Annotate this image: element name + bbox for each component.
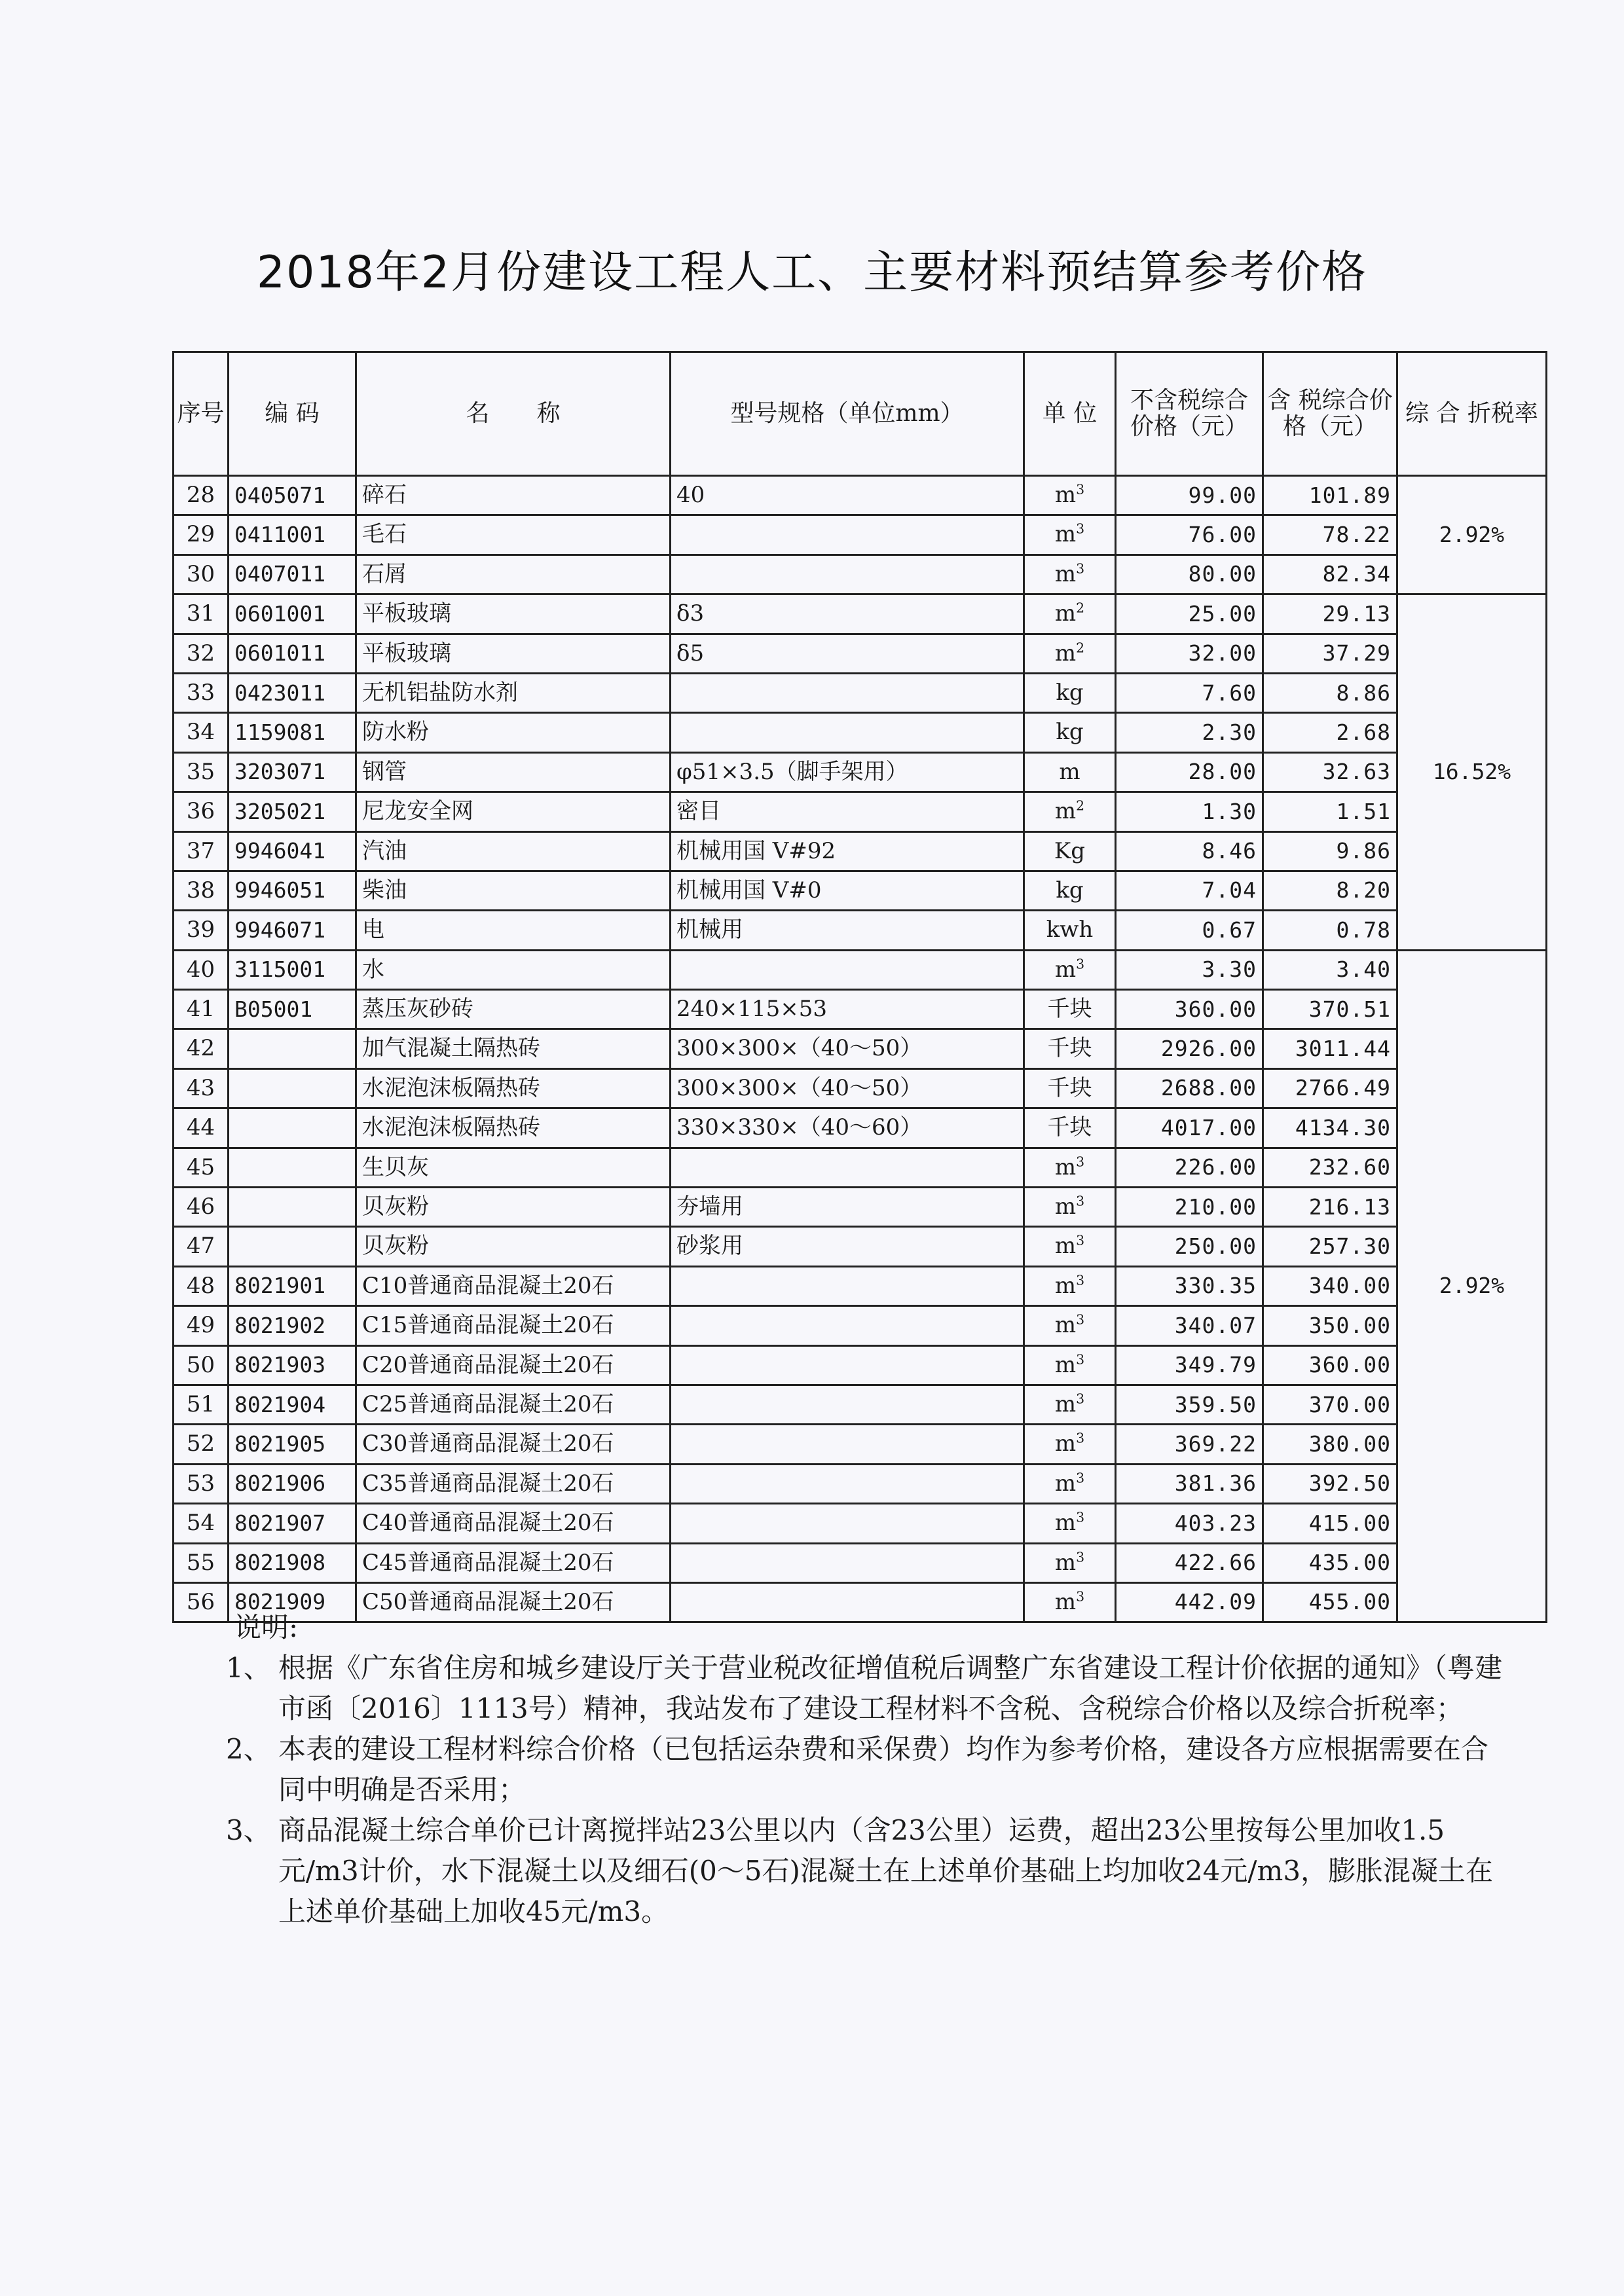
row-no: 54: [174, 1504, 229, 1543]
row-name: C20普通商品混凝土20石: [356, 1345, 671, 1385]
header-rate: 综 合 折税率: [1397, 352, 1547, 476]
row-no: 46: [174, 1188, 229, 1227]
row-name: C50普通商品混凝土20石: [356, 1582, 671, 1622]
unit-exponent: 3: [1076, 481, 1085, 498]
table-row: [174, 1266, 1547, 1305]
row-code: [229, 1188, 356, 1227]
row-name: 平板玻璃: [356, 634, 671, 673]
unit-exponent: 3: [1076, 1430, 1085, 1447]
table-row: [174, 673, 1547, 712]
row-price-inc-tax: 8.86: [1263, 673, 1397, 712]
row-code: 3115001: [229, 950, 356, 989]
row-code: 8021903: [229, 1345, 356, 1385]
row-code: 0405071: [229, 476, 356, 515]
row-price-ex-tax: 25.00: [1116, 594, 1263, 634]
table-row: [174, 713, 1547, 752]
note-item: [226, 1810, 1509, 1932]
row-no: 52: [174, 1425, 229, 1464]
row-name: 水泥泡沫板隔热砖: [356, 1068, 671, 1108]
unit-exponent: 3: [1076, 1588, 1085, 1605]
note-number: 3、: [226, 1814, 271, 1846]
row-price-ex-tax: 0.67: [1116, 911, 1263, 950]
row-price-inc-tax: 9.86: [1263, 831, 1397, 871]
table-row: [174, 950, 1547, 989]
row-spec: [671, 713, 1024, 752]
row-unit: $m^3$: [1024, 1425, 1116, 1464]
note-item: [226, 1729, 1509, 1810]
notes-heading: 说明:: [234, 1611, 299, 1643]
row-name: C15普通商品混凝土20石: [356, 1306, 671, 1345]
row-name: 平板玻璃: [356, 594, 671, 634]
row-unit: kwh: [1024, 911, 1116, 950]
row-code: 0407011: [229, 555, 356, 594]
row-price-inc-tax: 415.00: [1263, 1504, 1397, 1543]
table-row: [174, 594, 1547, 634]
header-price-inc-tax: 含 税综合价格（元）: [1263, 352, 1397, 476]
row-price-inc-tax: 3.40: [1263, 950, 1397, 989]
row-price-ex-tax: 381.36: [1116, 1464, 1263, 1503]
row-price-inc-tax: 32.63: [1263, 752, 1397, 792]
row-price-ex-tax: 2926.00: [1116, 1029, 1263, 1068]
row-unit: $m^3$: [1024, 1188, 1116, 1227]
price-table: [172, 351, 1547, 1623]
row-spec: [671, 1385, 1024, 1424]
row-code: [229, 1108, 356, 1148]
row-price-ex-tax: 7.04: [1116, 871, 1263, 910]
row-name: 钢管: [356, 752, 671, 792]
row-code: 8021902: [229, 1306, 356, 1345]
table-row: [174, 871, 1547, 910]
row-price-inc-tax: 232.60: [1263, 1148, 1397, 1187]
row-name: 碎石: [356, 476, 671, 515]
row-no: 41: [174, 990, 229, 1029]
row-unit: 千块: [1024, 990, 1116, 1029]
row-price-inc-tax: 0.78: [1263, 911, 1397, 950]
row-name: C45普通商品混凝土20石: [356, 1543, 671, 1582]
row-unit: $m^3$: [1024, 1464, 1116, 1503]
row-name: 毛石: [356, 515, 671, 555]
page-title: 2018年2月份建设工程人工、主要材料预结算参考价格: [256, 247, 1368, 299]
row-spec: 机械用: [671, 911, 1024, 950]
note-number: 2、: [226, 1733, 271, 1765]
row-code: [229, 1029, 356, 1068]
header-unit: 单 位: [1024, 352, 1116, 476]
unit-exponent: 3: [1076, 1549, 1085, 1565]
row-no: 38: [174, 871, 229, 910]
row-spec: [671, 1543, 1024, 1582]
row-unit: $m^2$: [1024, 594, 1116, 634]
row-unit: $m^3$: [1024, 1504, 1116, 1543]
row-price-inc-tax: 82.34: [1263, 555, 1397, 594]
table-row: [174, 1029, 1547, 1068]
row-price-inc-tax: 370.00: [1263, 1385, 1397, 1424]
table-row: [174, 1543, 1547, 1582]
table-row: [174, 1108, 1547, 1148]
row-spec: 砂浆用: [671, 1227, 1024, 1266]
table-header-row: [174, 352, 1547, 476]
row-name: 生贝灰: [356, 1148, 671, 1187]
table-row: [174, 1227, 1547, 1266]
row-no: 51: [174, 1385, 229, 1424]
row-code: 3203071: [229, 752, 356, 792]
row-price-inc-tax: 216.13: [1263, 1188, 1397, 1227]
row-price-ex-tax: 250.00: [1116, 1227, 1263, 1266]
row-unit: 千块: [1024, 1108, 1116, 1148]
row-name: 贝灰粉: [356, 1227, 671, 1266]
row-price-ex-tax: 422.66: [1116, 1543, 1263, 1582]
table-row: [174, 476, 1547, 515]
table-row: [174, 1504, 1547, 1543]
row-spec: 夯墙用: [671, 1188, 1024, 1227]
row-unit: 千块: [1024, 1029, 1116, 1068]
row-price-inc-tax: 1.51: [1263, 792, 1397, 831]
note-text: 商品混凝土综合单价已计离搅拌站23公里以内（含23公里）运费，超出23公里按每公里加收1.5元/m3计价，水下混凝土以及细石(0～5石)混凝土在上述单价基础上均加收24元/m3，膨胀混凝土在上述单价基础上加收45元/m3。: [278, 1814, 1494, 1927]
row-name: C40普通商品混凝土20石: [356, 1504, 671, 1543]
row-name: C35普通商品混凝土20石: [356, 1464, 671, 1503]
row-name: 尼龙安全网: [356, 792, 671, 831]
row-no: 40: [174, 950, 229, 989]
row-spec: δ3: [671, 594, 1024, 634]
row-price-ex-tax: 2.30: [1116, 713, 1263, 752]
row-code: 8021908: [229, 1543, 356, 1582]
row-no: 56: [174, 1582, 229, 1622]
row-unit: kg: [1024, 673, 1116, 712]
row-spec: [671, 1148, 1024, 1187]
row-no: 49: [174, 1306, 229, 1345]
row-price-ex-tax: 226.00: [1116, 1148, 1263, 1187]
row-price-ex-tax: 369.22: [1116, 1425, 1263, 1464]
table-row: [174, 555, 1547, 594]
row-price-inc-tax: 370.51: [1263, 990, 1397, 1029]
row-name: C10普通商品混凝土20石: [356, 1266, 671, 1305]
row-price-inc-tax: 360.00: [1263, 1345, 1397, 1385]
unit-exponent: 2: [1076, 600, 1085, 616]
row-unit: $m^3$: [1024, 1345, 1116, 1385]
rate-cell: 2.92%: [1397, 950, 1547, 1622]
row-name: 汽油: [356, 831, 671, 871]
table-row: [174, 911, 1547, 950]
row-code: 9946051: [229, 871, 356, 910]
row-price-ex-tax: 3.30: [1116, 950, 1263, 989]
row-price-ex-tax: 1.30: [1116, 792, 1263, 831]
unit-exponent: 3: [1076, 1351, 1085, 1368]
row-code: 9946071: [229, 911, 356, 950]
row-code: 9946041: [229, 831, 356, 871]
note-text: 本表的建设工程材料综合价格（已包括运杂费和采保费）均作为参考价格，建设各方应根据需要在合同中明确是否采用；: [278, 1733, 1489, 1806]
row-no: 37: [174, 831, 229, 871]
row-spec: [671, 1345, 1024, 1385]
row-price-ex-tax: 403.23: [1116, 1504, 1263, 1543]
table-row: [174, 1148, 1547, 1187]
row-unit: $m^3$: [1024, 555, 1116, 594]
row-price-inc-tax: 2766.49: [1263, 1068, 1397, 1108]
row-price-ex-tax: 349.79: [1116, 1345, 1263, 1385]
row-price-ex-tax: 2688.00: [1116, 1068, 1263, 1108]
row-no: 43: [174, 1068, 229, 1108]
unit-exponent: 3: [1076, 1193, 1085, 1209]
row-code: [229, 1148, 356, 1187]
unit-exponent: 3: [1076, 1391, 1085, 1407]
row-unit: $m^2$: [1024, 634, 1116, 673]
row-price-ex-tax: 99.00: [1116, 476, 1263, 515]
row-price-ex-tax: 4017.00: [1116, 1108, 1263, 1148]
row-code: 0601001: [229, 594, 356, 634]
row-spec: 240×115×53: [671, 990, 1024, 1029]
row-name: 电: [356, 911, 671, 950]
note-item: [226, 1648, 1509, 1729]
row-code: 0601011: [229, 634, 356, 673]
row-spec: 330×330×（40～60）: [671, 1108, 1024, 1148]
table-row: [174, 1464, 1547, 1503]
row-name: 贝灰粉: [356, 1188, 671, 1227]
row-no: 31: [174, 594, 229, 634]
row-unit: m: [1024, 752, 1116, 792]
row-price-inc-tax: 3011.44: [1263, 1029, 1397, 1068]
row-no: 47: [174, 1227, 229, 1266]
row-code: 8021907: [229, 1504, 356, 1543]
table-row: [174, 1306, 1547, 1345]
header-name: 名 称: [356, 352, 671, 476]
row-no: 32: [174, 634, 229, 673]
row-code: 0411001: [229, 515, 356, 555]
row-spec: [671, 1266, 1024, 1305]
row-no: 48: [174, 1266, 229, 1305]
row-name: 无机铝盐防水剂: [356, 673, 671, 712]
row-name: 蒸压灰砂砖: [356, 990, 671, 1029]
row-price-inc-tax: 4134.30: [1263, 1108, 1397, 1148]
header-no: 序号: [174, 352, 229, 476]
row-name: 柴油: [356, 871, 671, 910]
note-text: 根据《广东省住房和城乡建设厅关于营业税改征增值税后调整广东省建设工程计价依据的通知》（粤建市函〔2016〕1113号）精神，我站发布了建设工程材料不含税、含税综合价格以及综合折税率；: [278, 1652, 1503, 1724]
row-spec: [671, 1504, 1024, 1543]
row-no: 39: [174, 911, 229, 950]
row-no: 44: [174, 1108, 229, 1148]
row-unit: $m^3$: [1024, 515, 1116, 555]
row-price-ex-tax: 76.00: [1116, 515, 1263, 555]
row-no: 30: [174, 555, 229, 594]
row-price-inc-tax: 257.30: [1263, 1227, 1397, 1266]
row-price-ex-tax: 442.09: [1116, 1582, 1263, 1622]
row-price-inc-tax: 380.00: [1263, 1425, 1397, 1464]
row-no: 28: [174, 476, 229, 515]
row-name: 水泥泡沫板隔热砖: [356, 1108, 671, 1148]
row-spec: [671, 673, 1024, 712]
row-name: 防水粉: [356, 713, 671, 752]
row-price-ex-tax: 7.60: [1116, 673, 1263, 712]
row-price-inc-tax: 78.22: [1263, 515, 1397, 555]
unit-exponent: 3: [1076, 1509, 1085, 1525]
row-spec: [671, 1306, 1024, 1345]
row-unit: kg: [1024, 713, 1116, 752]
row-price-inc-tax: 350.00: [1263, 1306, 1397, 1345]
row-spec: 机械用国 V#0: [671, 871, 1024, 910]
row-code: 8021909: [229, 1582, 356, 1622]
row-name: C30普通商品混凝土20石: [356, 1425, 671, 1464]
unit-exponent: 3: [1076, 560, 1085, 577]
notes: [226, 1607, 1509, 1932]
row-price-inc-tax: 101.89: [1263, 476, 1397, 515]
row-spec: 300×300×（40～50）: [671, 1068, 1024, 1108]
row-name: 加气混凝土隔热砖: [356, 1029, 671, 1068]
row-price-inc-tax: 340.00: [1263, 1266, 1397, 1305]
row-price-ex-tax: 360.00: [1116, 990, 1263, 1029]
row-code: 1159081: [229, 713, 356, 752]
row-unit: $m^3$: [1024, 1148, 1116, 1187]
row-no: 50: [174, 1345, 229, 1385]
unit-exponent: 3: [1076, 956, 1085, 972]
row-code: [229, 1068, 356, 1108]
row-code: 0423011: [229, 673, 356, 712]
row-price-inc-tax: 455.00: [1263, 1582, 1397, 1622]
table-body: [174, 476, 1547, 1622]
rate-cell: 16.52%: [1397, 594, 1547, 951]
row-unit: Kg: [1024, 831, 1116, 871]
row-spec: 40: [671, 476, 1024, 515]
row-name: C25普通商品混凝土20石: [356, 1385, 671, 1424]
row-price-inc-tax: 37.29: [1263, 634, 1397, 673]
row-no: 36: [174, 792, 229, 831]
row-no: 34: [174, 713, 229, 752]
table-row: [174, 792, 1547, 831]
row-no: 35: [174, 752, 229, 792]
row-code: 8021904: [229, 1385, 356, 1424]
row-spec: δ5: [671, 634, 1024, 673]
table-row: [174, 990, 1547, 1029]
row-spec: 密目: [671, 792, 1024, 831]
rate-cell: 2.92%: [1397, 476, 1547, 594]
header-spec: 型号规格（单位mm）: [671, 352, 1024, 476]
row-unit: kg: [1024, 871, 1116, 910]
row-spec: [671, 515, 1024, 555]
row-price-inc-tax: 2.68: [1263, 713, 1397, 752]
unit-exponent: 3: [1076, 1154, 1085, 1170]
row-unit: $m^3$: [1024, 1266, 1116, 1305]
row-no: 29: [174, 515, 229, 555]
row-code: 8021901: [229, 1266, 356, 1305]
row-price-inc-tax: 29.13: [1263, 594, 1397, 634]
row-unit: 千块: [1024, 1068, 1116, 1108]
header-code: 编 码: [229, 352, 356, 476]
row-price-ex-tax: 210.00: [1116, 1188, 1263, 1227]
row-price-ex-tax: 340.07: [1116, 1306, 1263, 1345]
table-row: [174, 1385, 1547, 1424]
unit-exponent: 3: [1076, 1470, 1085, 1486]
row-price-ex-tax: 28.00: [1116, 752, 1263, 792]
row-no: 33: [174, 673, 229, 712]
row-code: 3205021: [229, 792, 356, 831]
table-row: [174, 1068, 1547, 1108]
row-unit: $m^3$: [1024, 1543, 1116, 1582]
unit-exponent: 3: [1076, 1272, 1085, 1288]
row-spec: 300×300×（40～50）: [671, 1029, 1024, 1068]
row-code: B05001: [229, 990, 356, 1029]
row-price-inc-tax: 435.00: [1263, 1543, 1397, 1582]
header-price-ex-tax: 不含税综合价格（元）: [1116, 352, 1263, 476]
row-code: 8021906: [229, 1464, 356, 1503]
row-spec: φ51×3.5（脚手架用）: [671, 752, 1024, 792]
notes-list: [226, 1648, 1509, 1932]
table-row: [174, 515, 1547, 555]
row-spec: [671, 950, 1024, 989]
unit-exponent: 3: [1076, 1233, 1085, 1249]
unit-exponent: 2: [1076, 797, 1085, 814]
row-spec: [671, 555, 1024, 594]
row-no: 42: [174, 1029, 229, 1068]
table-row: [174, 1188, 1547, 1227]
unit-exponent: 2: [1076, 640, 1085, 656]
note-number: 1、: [226, 1652, 271, 1684]
table-row: [174, 634, 1547, 673]
row-price-inc-tax: 392.50: [1263, 1464, 1397, 1503]
row-unit: $m^2$: [1024, 792, 1116, 831]
row-unit: $m^3$: [1024, 1227, 1116, 1266]
row-no: 55: [174, 1543, 229, 1582]
row-price-ex-tax: 330.35: [1116, 1266, 1263, 1305]
row-unit: $m^3$: [1024, 1306, 1116, 1345]
row-price-ex-tax: 32.00: [1116, 634, 1263, 673]
row-spec: 机械用国 V#92: [671, 831, 1024, 871]
row-price-ex-tax: 80.00: [1116, 555, 1263, 594]
row-spec: [671, 1464, 1024, 1503]
row-unit: $m^3$: [1024, 1385, 1116, 1424]
row-price-ex-tax: 8.46: [1116, 831, 1263, 871]
table-row: [174, 752, 1547, 792]
row-no: 53: [174, 1464, 229, 1503]
row-name: 水: [356, 950, 671, 989]
row-unit: $m^3$: [1024, 950, 1116, 989]
table-row: [174, 1425, 1547, 1464]
table-row: [174, 831, 1547, 871]
table-row: [174, 1345, 1547, 1385]
row-price-inc-tax: 8.20: [1263, 871, 1397, 910]
row-spec: [671, 1425, 1024, 1464]
row-no: 45: [174, 1148, 229, 1187]
row-name: 石屑: [356, 555, 671, 594]
row-code: [229, 1227, 356, 1266]
row-unit: $m^3$: [1024, 476, 1116, 515]
row-code: 8021905: [229, 1425, 356, 1464]
unit-exponent: 3: [1076, 521, 1085, 538]
row-unit: $m^3$: [1024, 1582, 1116, 1622]
row-price-ex-tax: 359.50: [1116, 1385, 1263, 1424]
unit-exponent: 3: [1076, 1311, 1085, 1328]
